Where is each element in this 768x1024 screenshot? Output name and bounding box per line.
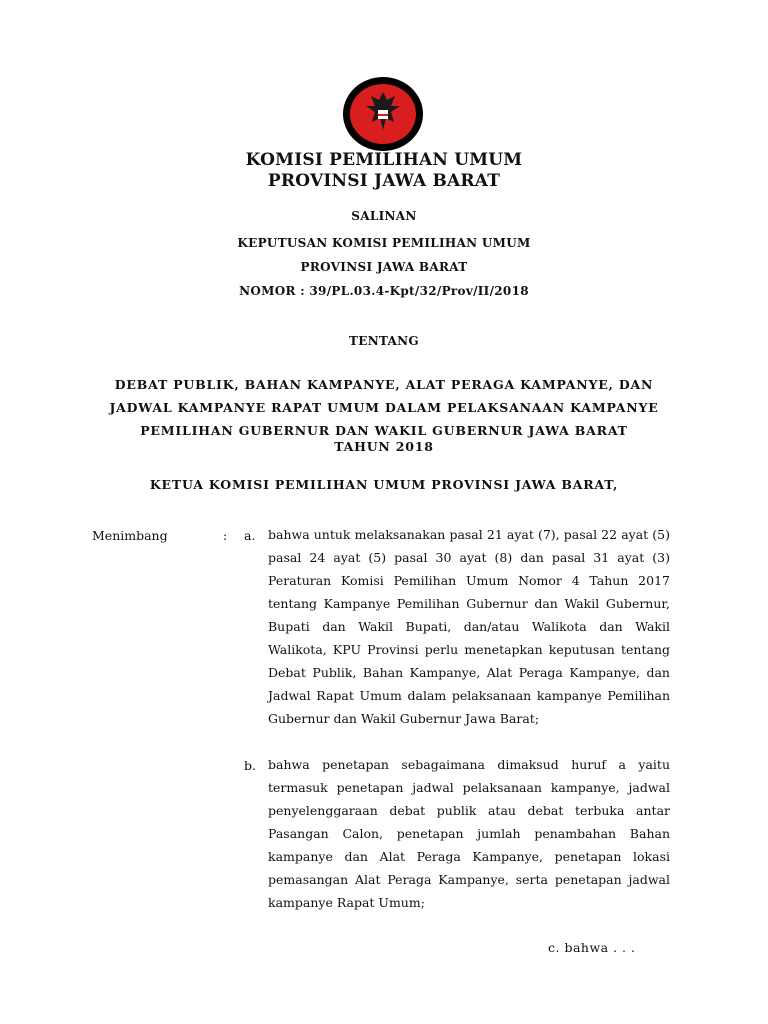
decision-title-line1: KEPUTUSAN KOMISI PEMILIHAN UMUM <box>237 236 531 250</box>
considering-item-b: bahwa penetapan sebagaimana dimaksud huruf a yaitu termasuk penetapan jadwal pelaksanaan kampanye, jadwal penyelenggaraan debat publik atau debat terbuka antar Pasangan Calon, penetapan jumlah penambahan Bahan kampanye dan Alat Peraga Kampanye, penetapan lokasi pemasangan Alat Peraga Kampanye, serta penetapan jadwal kampanye Rapat Umum; <box>268 757 670 910</box>
subject-line3: PEMILIHAN GUBERNUR DAN WAKIL GUBERNUR JAWA BARAT <box>140 423 628 438</box>
about-label: TENTANG <box>349 334 419 348</box>
copy-label: SALINAN <box>351 209 417 223</box>
institution-province: PROVINSI JAWA BARAT <box>267 171 501 191</box>
kpu-logo <box>342 76 424 152</box>
institution-name: KOMISI PEMILIHAN UMUM <box>245 150 523 170</box>
kpu-emblem-icon <box>342 76 424 152</box>
subject-line1: DEBAT PUBLIK, BAHAN KAMPANYE, ALAT PERAGA KAMPANYE, DAN <box>114 377 654 392</box>
decision-title-line2: PROVINSI JAWA BARAT <box>300 260 468 274</box>
subject-line2: JADWAL KAMPANYE RAPAT UMUM DALAM PELAKSANAAN KAMPANYE <box>109 400 659 415</box>
chair-heading: KETUA KOMISI PEMILIHAN UMUM PROVINSI JAWA BARAT, <box>149 477 619 492</box>
considering-label: Menimbang <box>92 528 168 543</box>
subject-year: TAHUN 2018 <box>334 439 434 454</box>
item-marker-a: a. <box>244 528 256 543</box>
decision-number: NOMOR : 39/PL.03.4-Kpt/32/Prov/II/2018 <box>239 284 529 298</box>
considering-colon: : <box>223 528 228 543</box>
considering-item-a: bahwa untuk melaksanakan pasal 21 ayat (7), pasal 22 ayat (5) pasal 24 ayat (5) pasal 30 ayat (8) dan pasal 31 ayat (3) Peraturan Komisi Pemilihan Umum Nomor 4 Tahun 2017 tentang Kampanye Pemilihan Gubernur dan Wakil Gubernur, Bupati dan Wakil Bupati, dan/atau Walikota dan Wakil Walikota, KPU Provinsi perlu menetapkan keputusan tentang Debat Publik, Bahan Kampanye, Alat Peraga Kampanye, dan Jadwal Rapat Umum dalam pelaksanaan kampanye Pemilihan Gubernur dan Wakil Gubernur Jawa Barat; <box>268 527 670 726</box>
item-marker-b: b. <box>244 758 256 773</box>
page-continuation: c. bahwa . . . <box>548 940 636 955</box>
